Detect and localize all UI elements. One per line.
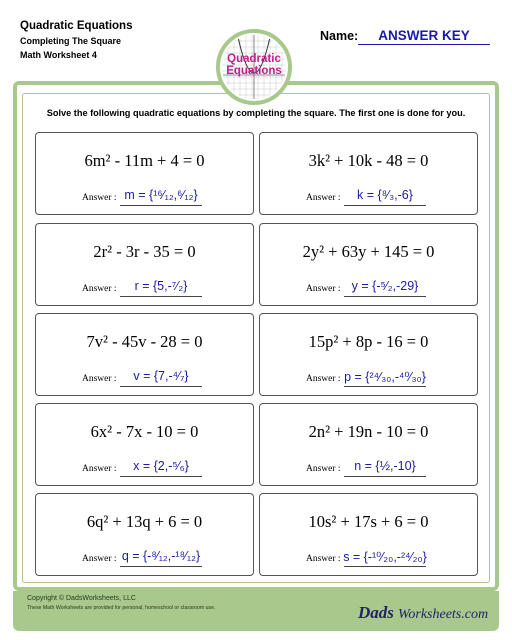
answer-line [344,566,426,567]
answer-line [120,386,202,387]
answer-value: p = {²⁴⁄₃₀,-⁴⁰⁄₃₀} [344,370,426,384]
answer-line [344,296,426,297]
equation: 3k² + 10k - 48 = 0 [308,151,429,170]
worksheet-title: Quadratic Equations [20,20,133,32]
worksheet-subtitle: Completing The Square [20,36,122,46]
answer-label: Answer : [306,284,341,294]
problem-card-1 [35,132,254,215]
worksheet-number: Math Worksheet 4 [20,50,97,60]
answer-label: Answer : [82,284,117,294]
answer-line [120,566,202,567]
problem-card-8 [259,403,478,486]
equation: 6m² - 11m + 4 = 0 [84,151,205,170]
problem-card-9 [35,493,254,576]
answer-value: q = {-⁸⁄₁₂,-¹⁸⁄₁₂} [121,549,201,563]
name-field [320,29,490,47]
answer-label: Answer : [82,464,117,474]
answer-label: Answer : [82,193,117,203]
problem-card-2 [259,132,478,215]
footer-usage-note: These Math Worksheets are provided for personal, homeschool or classroom use. [27,605,216,611]
name-label: Name: [320,29,359,43]
equation: 2r² - 3r - 35 = 0 [93,242,196,261]
equation: 6q² + 13q + 6 = 0 [86,512,203,531]
equation: 2y² + 63y + 145 = 0 [302,242,435,261]
answer-label: Answer : [306,193,341,203]
problem-card-3 [35,223,254,306]
answer-key-text: ANSWER KEY [378,28,470,43]
instructions: Solve the following quadratic equations by completing the square. The first one is done for you. [46,108,466,118]
problem-card-7 [35,403,254,486]
answer-value: n = {½,-10} [354,459,416,473]
answer-value: v = {7,-⁴⁄₇} [133,369,189,383]
equation: 10s² + 17s + 6 = 0 [308,512,429,531]
answer-line [120,476,202,477]
answer-line [344,476,426,477]
dadsworksheets-brand-logo [350,589,498,629]
quadratic-equations-logo [216,29,292,105]
brand-suffix: Worksheets.com [398,607,489,622]
problem-card-5 [35,313,254,396]
answer-value: r = {5,-⁷⁄₂} [134,279,188,293]
name-underline [358,44,490,45]
answer-label: Answer : [82,374,117,384]
answer-line [344,386,426,387]
answer-value: m = {¹⁶⁄₁₂,⁶⁄₁₂} [124,188,198,202]
answer-line [120,296,202,297]
answer-line [344,205,426,206]
answer-label: Answer : [82,554,117,564]
equation: 15p² + 8p - 16 = 0 [308,332,429,351]
footer-copyright: Copyright © DadsWorksheets, LLC [27,595,136,602]
answer-value: y = {-⁵⁄₂,-29} [351,279,419,293]
problem-card-6 [259,313,478,396]
answer-label: Answer : [306,464,341,474]
answer-value: s = {-¹⁰⁄₂₀,-²⁴⁄₂₀} [343,550,427,564]
equation: 7v² - 45v - 28 = 0 [86,332,203,351]
equation: 6x² - 7x - 10 = 0 [90,422,199,441]
equation: 2n² + 19n - 10 = 0 [308,422,429,441]
answer-label: Answer : [306,374,341,384]
answer-line [120,205,202,206]
logo-text-line2: Equations [226,65,282,77]
answer-label: Answer : [306,554,341,564]
brand-prefix: Dads [358,603,394,622]
problem-card-10 [259,493,478,576]
logo-text-line1: Quadratic [227,53,281,65]
answer-value: k = {⁸⁄₃,-6} [357,188,413,202]
answer-value: x = {2,-⁵⁄₆} [133,459,189,473]
problem-card-4 [259,223,478,306]
